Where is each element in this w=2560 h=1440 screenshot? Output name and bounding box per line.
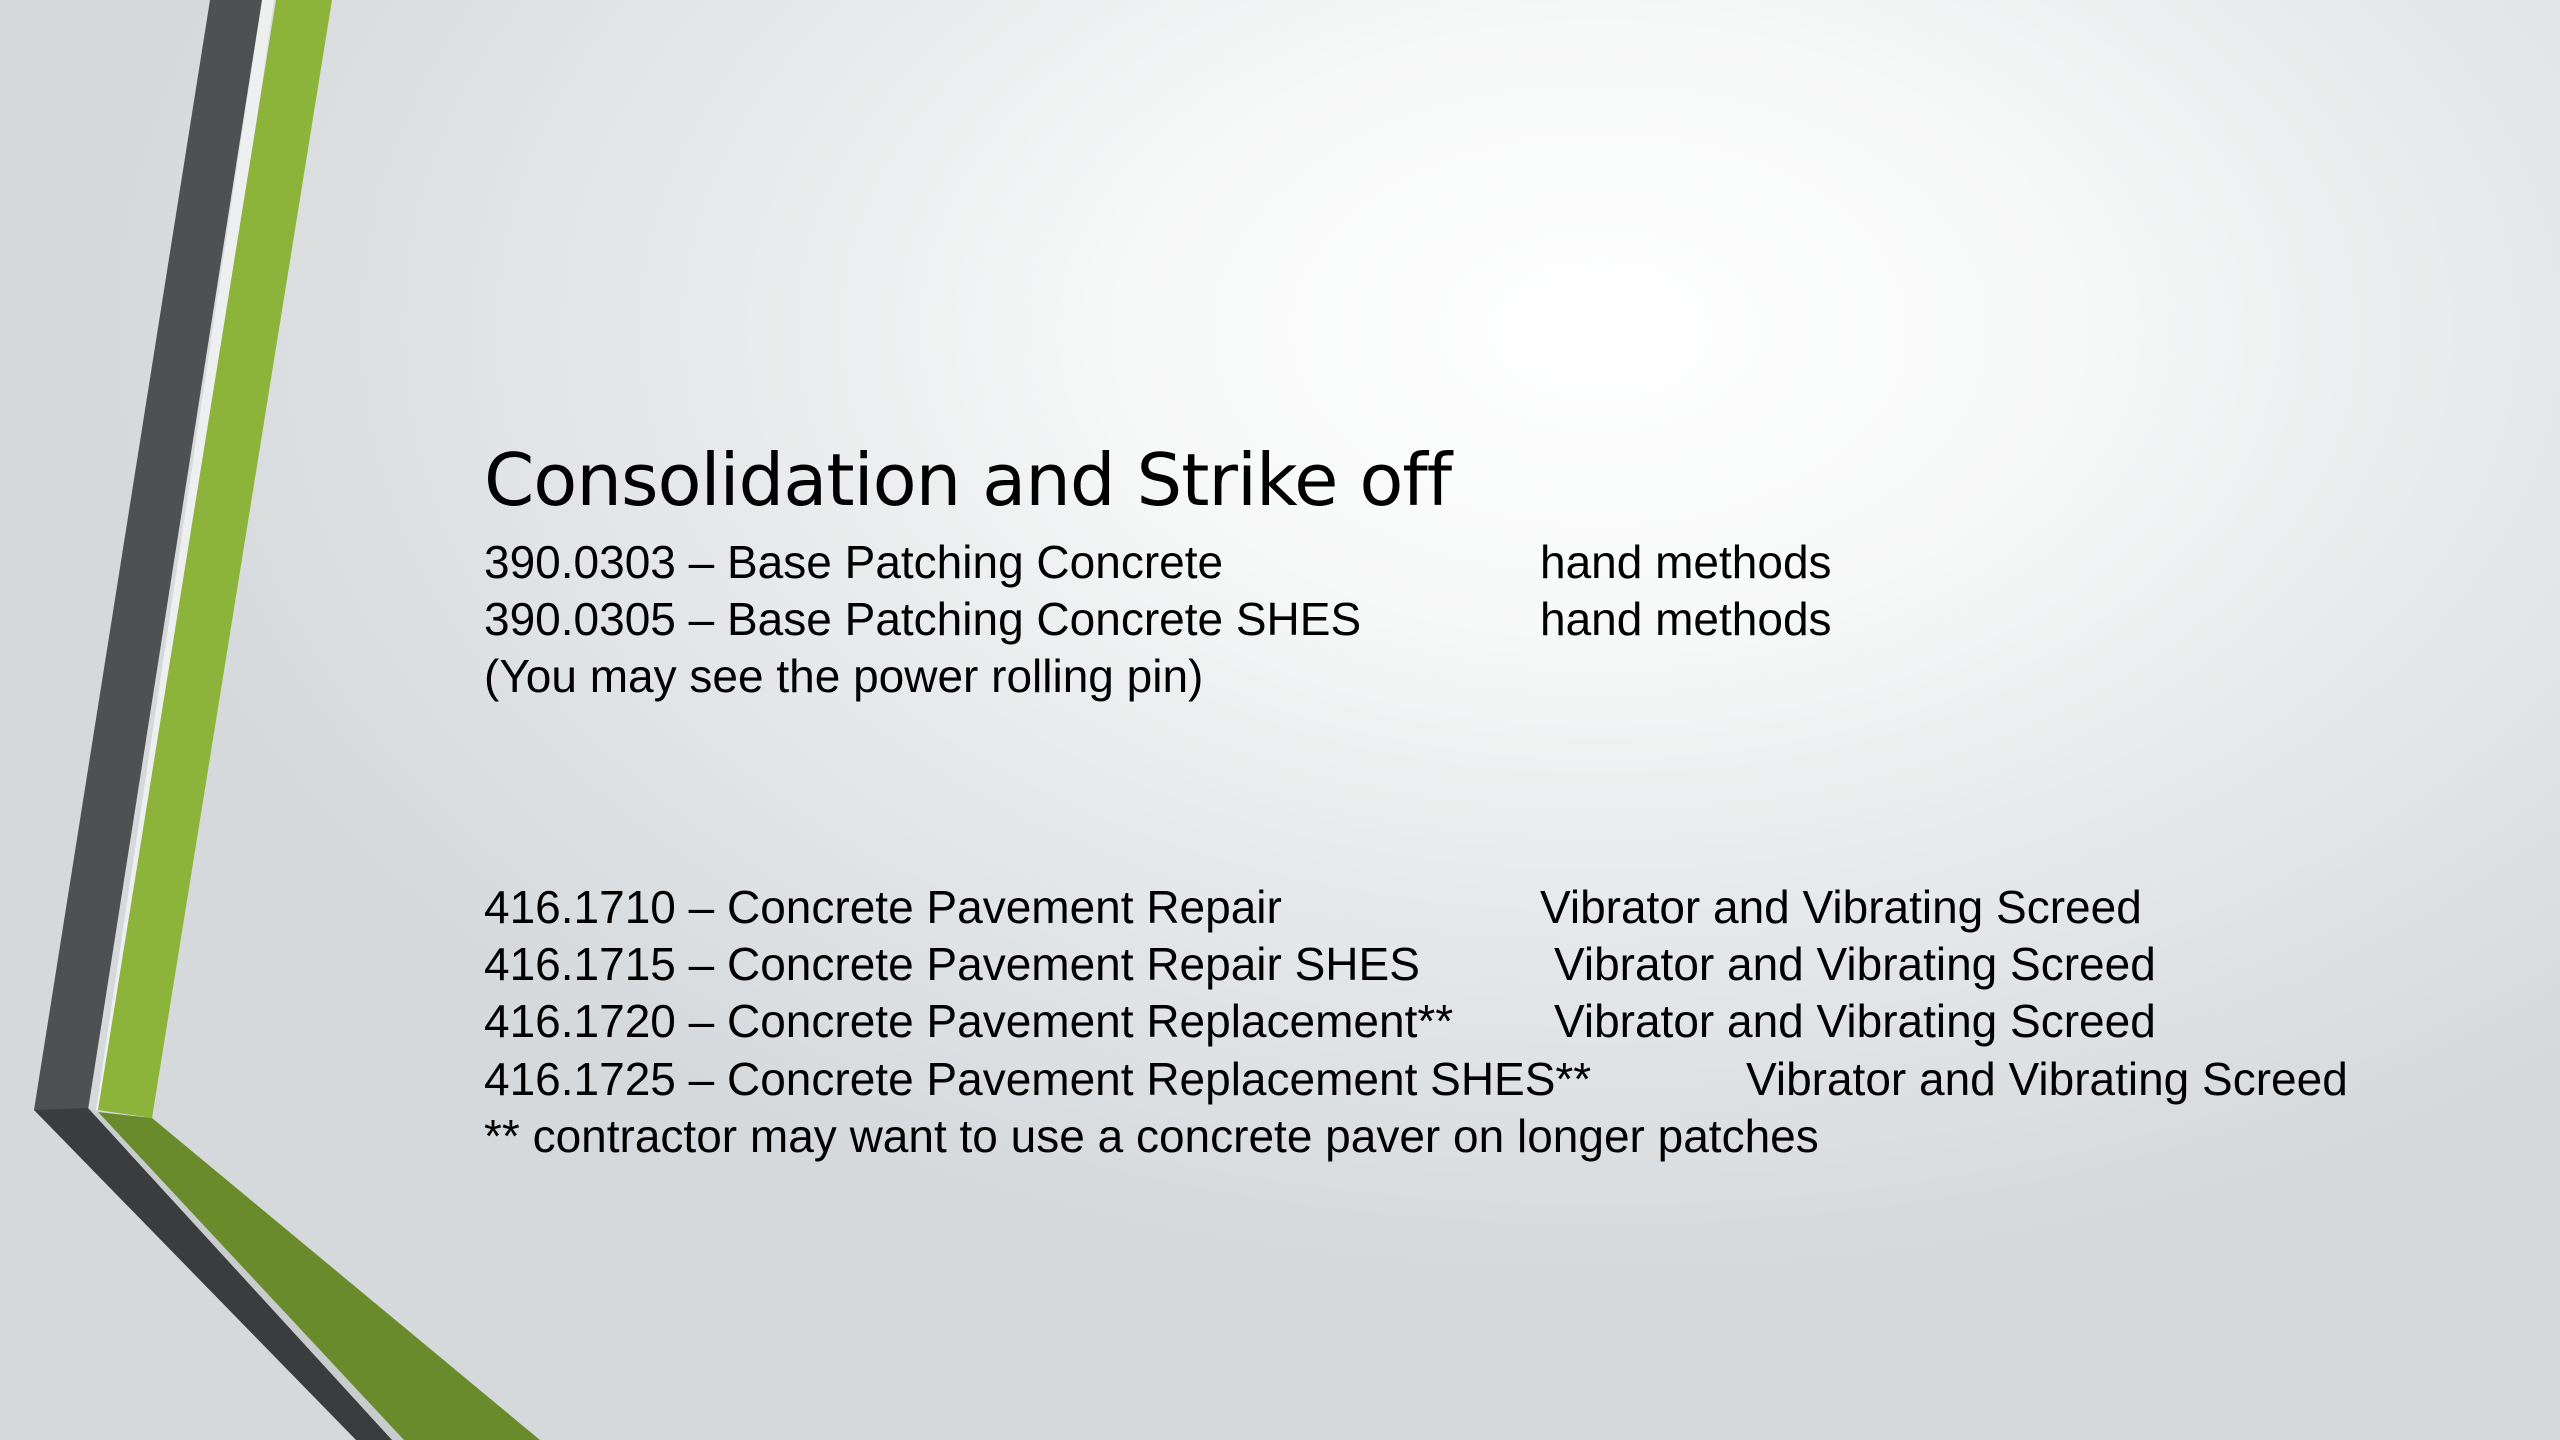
slide-title: Consolidation and Strike off <box>484 438 1452 522</box>
item-416-1725: 416.1725 – Concrete Pavement Replacement SHES** <box>484 1053 1592 1105</box>
method-416-1715: Vibrator and Vibrating Screed <box>1554 938 2156 990</box>
group1-note: (You may see the power rolling pin) <box>484 650 1204 702</box>
method-416-1710: Vibrator and Vibrating Screed <box>1540 881 2142 933</box>
item-416-1715: 416.1715 – Concrete Pavement Repair SHES <box>484 938 1420 990</box>
group2-note: ** contractor may want to use a concrete paver on longer patches <box>484 1110 1819 1162</box>
item-416-1720: 416.1720 – Concrete Pavement Replacement** <box>484 995 1454 1047</box>
method-390-0303: hand methods <box>1540 536 1832 588</box>
item-390-0305: 390.0305 – Base Patching Concrete SHES <box>484 593 1362 645</box>
method-390-0305: hand methods <box>1540 593 1832 645</box>
light-diagonal-stripe <box>88 1108 404 1440</box>
method-416-1725: Vibrator and Vibrating Screed <box>1746 1053 2348 1105</box>
item-416-1710: 416.1710 – Concrete Pavement Repair <box>484 881 1282 933</box>
item-390-0303: 390.0303 – Base Patching Concrete <box>484 536 1224 588</box>
method-416-1720: Vibrator and Vibrating Screed <box>1554 995 2156 1047</box>
